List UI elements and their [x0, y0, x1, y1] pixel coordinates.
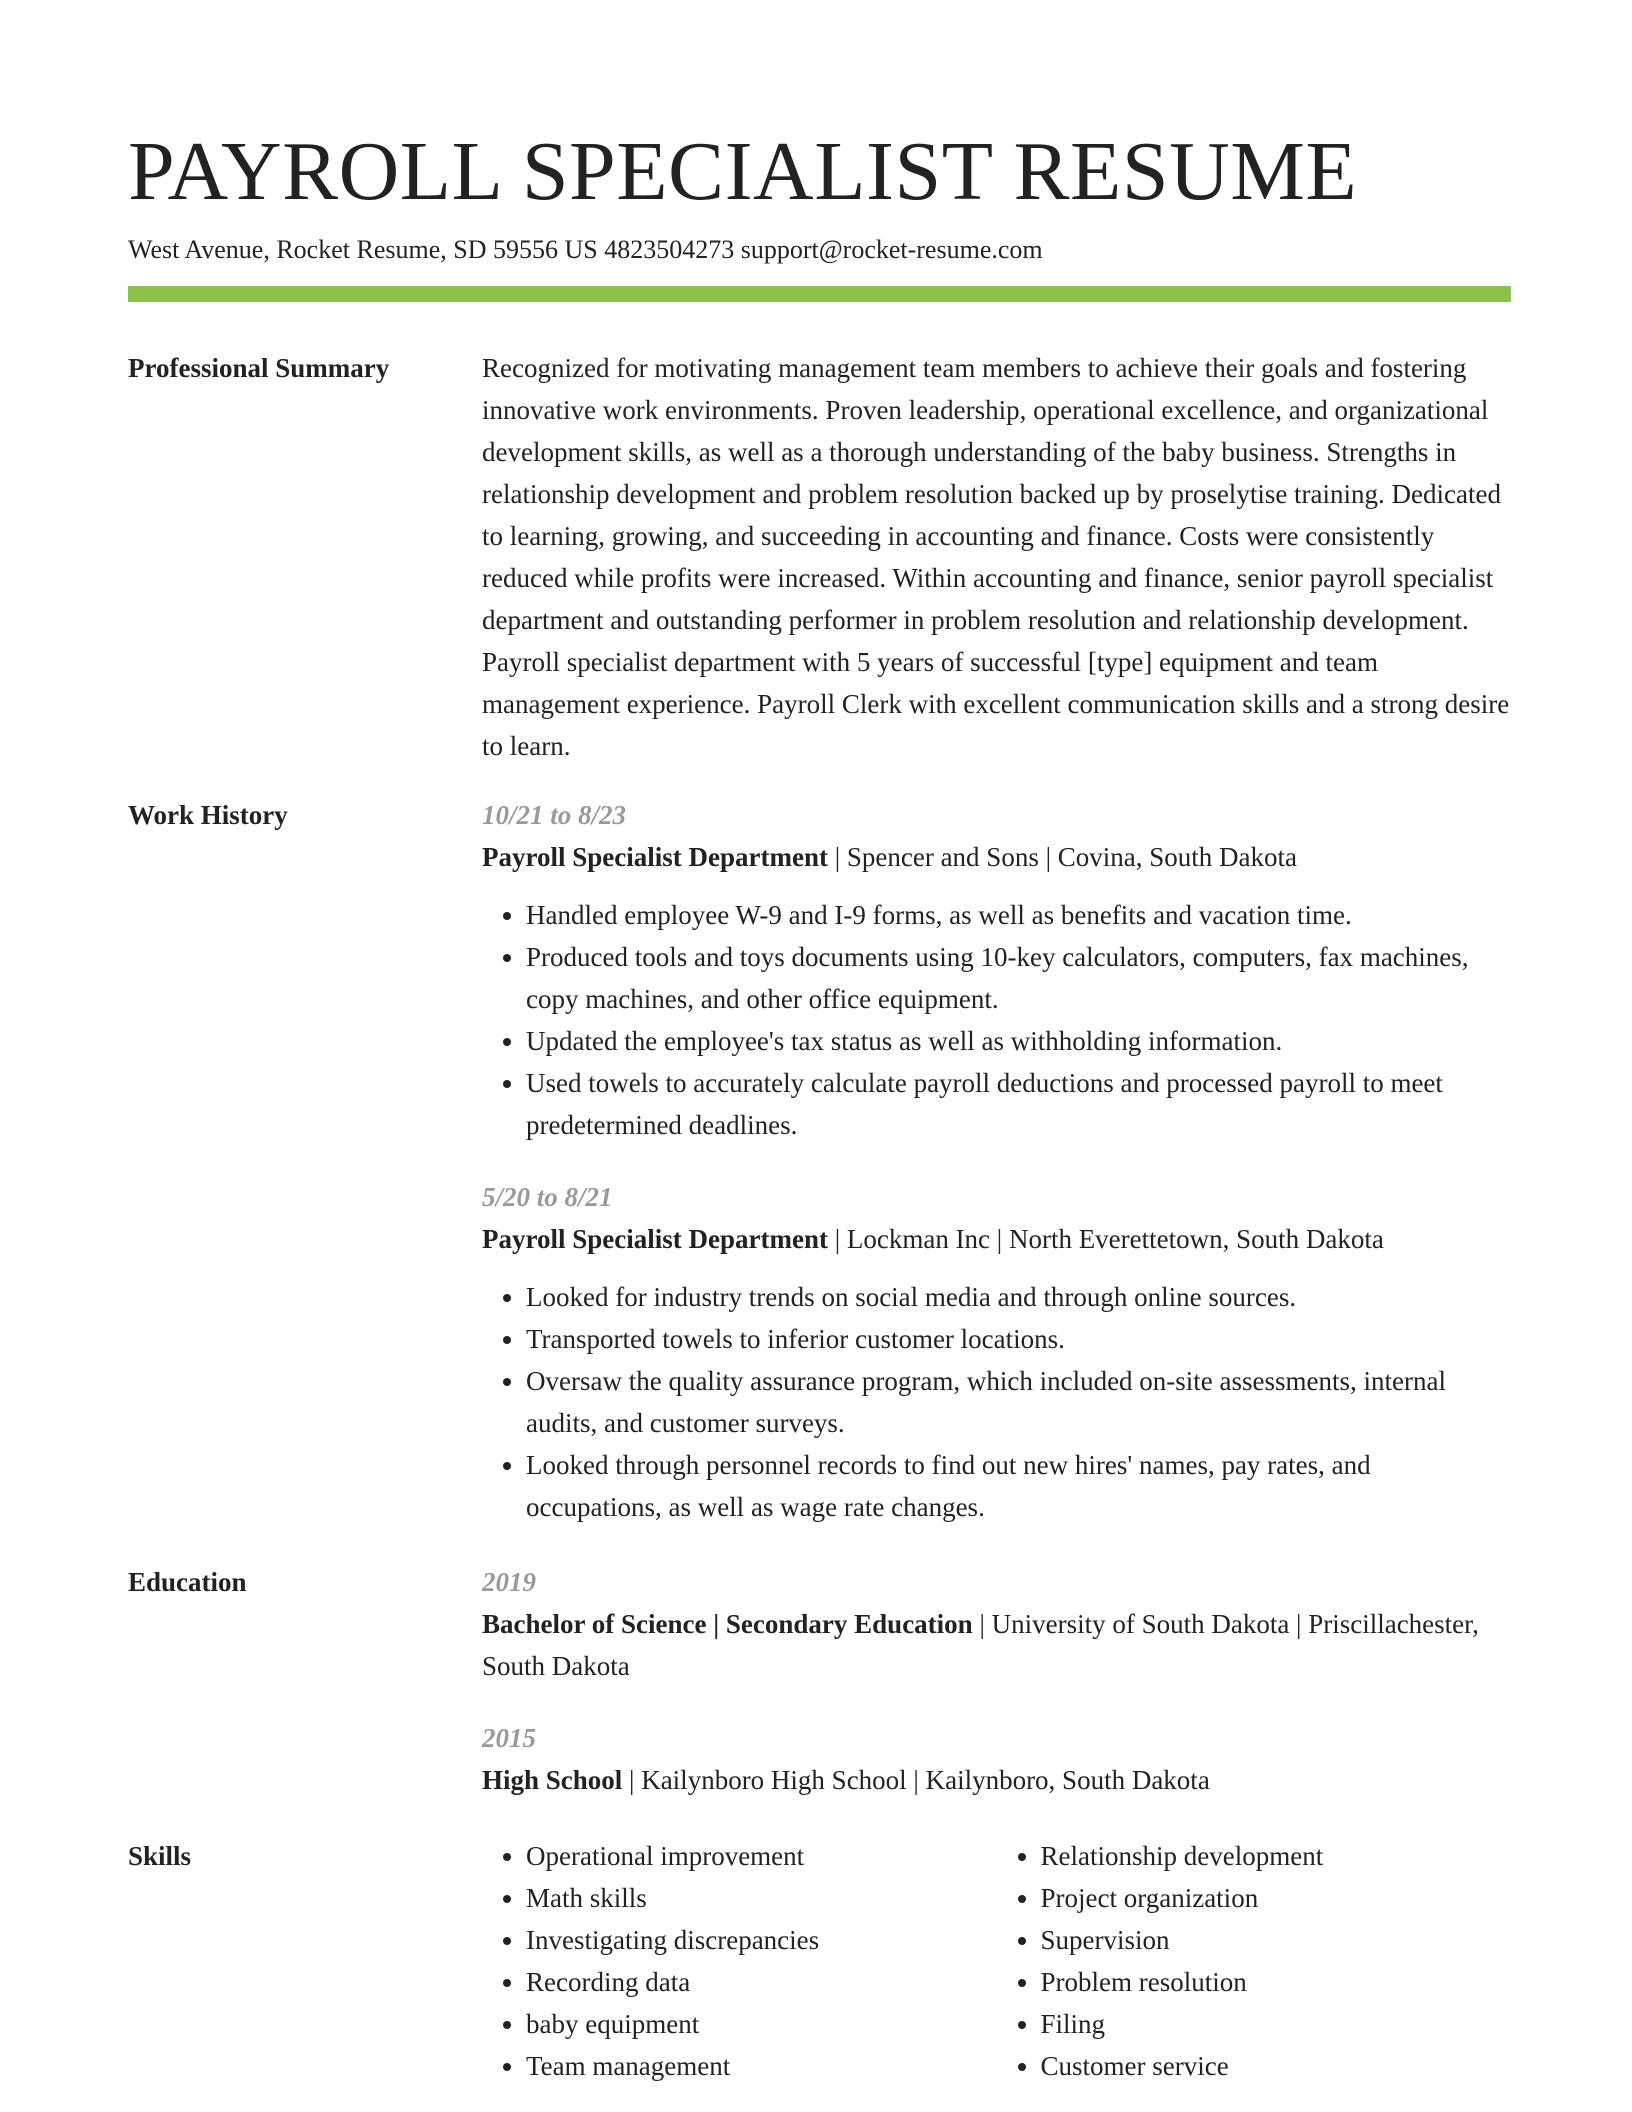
education-heading — [482, 1759, 1511, 1801]
job-bullet: • Produced tools and toys documents using 10-key calculators, computers, fax machines, copy machines, and other office equipment. — [526, 936, 1511, 1020]
job-bullets — [482, 894, 1511, 1146]
education-details: | Kailynboro High School | Kailynboro, South Dakota — [622, 1765, 1210, 1795]
job-heading — [482, 836, 1511, 878]
job-entry — [482, 794, 1511, 1146]
education-entry — [482, 1561, 1511, 1687]
skill-item: • Investigating discrepancies — [526, 1919, 997, 1961]
job-details: | Spencer and Sons | Covina, South Dakota — [827, 842, 1297, 872]
skills-content — [482, 1835, 1511, 2087]
skill-item: • Math skills — [526, 1877, 997, 1919]
header-divider — [128, 286, 1511, 302]
skills-list-left — [482, 1835, 997, 2087]
section-label-work: Work History — [128, 800, 288, 830]
skill-item: • Filing — [1041, 2003, 1512, 2045]
resume-title: PAYROLL SPECIALIST RESUME — [128, 125, 1358, 218]
job-bullet: • Oversaw the quality assurance program, which included on-site assessments, internal audits, and customer surveys. — [526, 1360, 1511, 1444]
education-heading — [482, 1603, 1511, 1687]
skill-item: • Recording data — [526, 1961, 997, 2003]
job-title: Payroll Specialist Department — [482, 1224, 828, 1254]
education-degree: Bachelor of Science | Secondary Education — [482, 1609, 973, 1639]
job-dates: 5/20 to 8/21 — [482, 1182, 613, 1212]
skill-item: • Customer service — [1041, 2045, 1512, 2087]
job-bullet: • Looked through personnel records to find out new hires' names, pay rates, and occupations, as well as wage rate changes. — [526, 1444, 1511, 1528]
job-details: | Lockman Inc | North Everettetown, South Dakota — [827, 1224, 1384, 1254]
job-bullets — [482, 1276, 1511, 1528]
education-year: 2015 — [482, 1723, 536, 1753]
job-bullet: • Transported towels to inferior customer locations. — [526, 1318, 1511, 1360]
skill-item: • Team management — [526, 2045, 997, 2087]
job-bullet: • Handled employee W-9 and I-9 forms, as well as benefits and vacation time. — [526, 894, 1511, 936]
education-entry — [482, 1717, 1511, 1801]
skills-list-right — [997, 1835, 1512, 2087]
education-content — [482, 1561, 1511, 1801]
section-label-summary: Professional Summary — [128, 353, 390, 383]
education-year: 2019 — [482, 1567, 536, 1597]
skill-item: • Supervision — [1041, 1919, 1512, 1961]
job-dates: 10/21 to 8/23 — [482, 800, 627, 830]
job-heading — [482, 1218, 1511, 1260]
skill-item: • Project organization — [1041, 1877, 1512, 1919]
section-label-skills: Skills — [128, 1841, 192, 1871]
skill-item: • baby equipment — [526, 2003, 997, 2045]
job-bullet: • Updated the employee's tax status as well as withholding information. — [526, 1020, 1511, 1062]
job-bullet: • Looked for industry trends on social media and through online sources. — [526, 1276, 1511, 1318]
education-details: | University of South Dakota | Priscillachester, South Dakota — [482, 1609, 1479, 1681]
section-label-education: Education — [128, 1567, 247, 1597]
work-content — [482, 794, 1511, 1528]
skill-item: • Operational improvement — [526, 1835, 997, 1877]
job-entry — [482, 1176, 1511, 1528]
contact-line: West Avenue, Rocket Resume, SD 59556 US 4823504273 support@rocket-resume.com — [128, 235, 1043, 264]
skill-item: • Relationship development — [1041, 1835, 1512, 1877]
skill-item: • Problem resolution — [1041, 1961, 1512, 2003]
job-bullet: • Used towels to accurately calculate payroll deductions and processed payroll to meet predetermined deadlines. — [526, 1062, 1511, 1146]
education-degree: High School — [482, 1765, 623, 1795]
job-title: Payroll Specialist Department — [482, 842, 828, 872]
summary-content — [482, 347, 1511, 767]
summary-text: Recognized for motivating management team members to achieve their goals and fostering innovative work environments. Proven leadership, operational excellence, and organizational development skills, as well as a thorough understanding of the baby business. Strengths in relationship development and problem resolution backed up by proselytise training. Dedicated to learning, growing, and succeeding in accounting and finance. Costs were consistently reduced while profits were increased. Within accounting and finance, senior payroll specialist department and outstanding performer in problem resolution and relationship development. Payroll specialist department with 5 years of successful [type] equipment and team management experience. Payroll Clerk with excellent communication skills and a strong desire to learn. — [482, 353, 1510, 761]
